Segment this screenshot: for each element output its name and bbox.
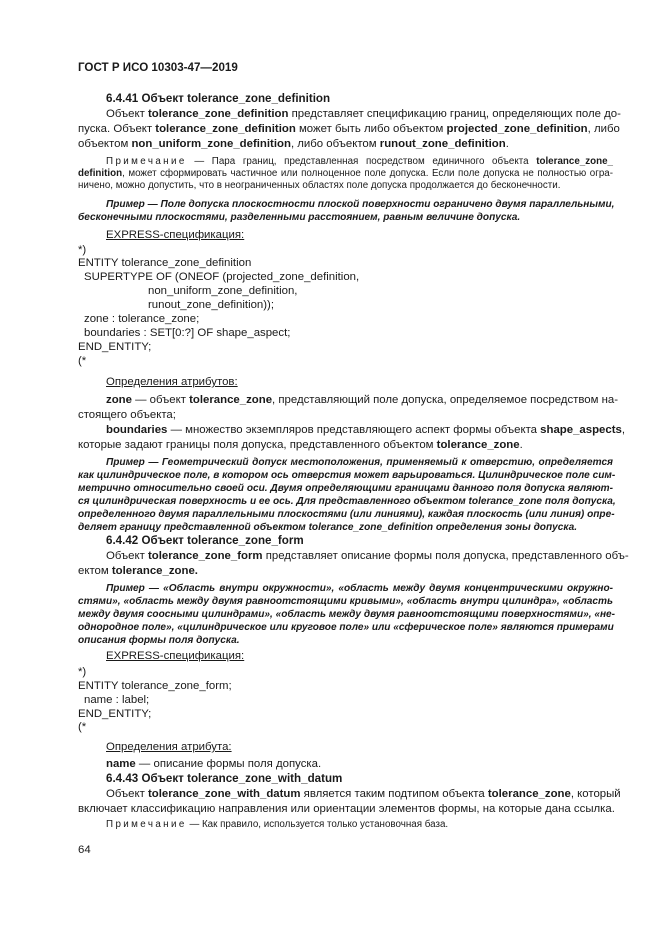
attribute-line: boundaries — множество экземпляров представляющего аспект формы объекта shape_aspects, [106,424,626,436]
example-line: ся цилиндрическая поверхность и ее ось. Для представленного объектом tolerance_zone поля допуска, [78,496,616,507]
example-line: между двумя соосными цилиндрами», «область между двумя равноотстоящими поверхностями», «не- [78,609,616,620]
paragraph-line: пуска. Объект tolerance_zone_definition может быть либо объектом projected_zone_definition, либо [78,123,620,135]
section-heading-6-4-43: 6.4.43 Объект tolerance_zone_with_datum [106,772,343,785]
code-line: ENTITY tolerance_zone_definition [78,257,252,269]
code-line: (* [78,721,87,733]
example-line: однородное поле», «цилиндрическое или круговое поле» или «сферическое поле» являются примерами [78,622,614,633]
paragraph-line: Объект tolerance_zone_form представляет описание формы поля допуска, представленного объ- [106,550,629,562]
code-line: *) [78,244,87,256]
paragraph-line: объектом non_uniform_zone_definition, либо объектом runout_zone_definition. [78,138,509,150]
attribute-line: zone — объект tolerance_zone, представляющий поле допуска, определяемое посредством на- [106,394,619,406]
example-line: деляет границу представленной объектом tolerance_zone_definition определения зоны допуска. [78,522,578,533]
attribute-line: которые задают границы поля допуска, представленного объектом tolerance_zone. [78,439,523,451]
code-line: SUPERTYPE OF (ONEOF (projected_zone_definition, [84,271,360,283]
example-line: стями», «область между двумя равноотстоящими кривыми», «область внутри цилиндра», «область [78,596,613,607]
paragraph-line: включает классификацию направления или ориентации элементов формы, на которые дана ссылка. [78,803,615,815]
paragraph-line: ектом tolerance_zone. [78,565,198,577]
attribute-definitions-label: Определения атрибутов: [106,376,238,388]
express-spec-label: EXPRESS-спецификация: [106,229,245,241]
example-line: Пример — «Область внутри окружности», «область между двумя концентрическими окружно- [106,583,613,594]
code-line: name : label; [84,694,150,706]
section-heading-6-4-42: 6.4.42 Объект tolerance_zone_form [106,534,304,547]
attribute-line: стоящего объекта; [78,409,176,421]
code-line: (* [78,355,87,367]
paragraph-line: Объект tolerance_zone_with_datum является таким подтипом объекта tolerance_zone, который [106,788,621,800]
example-line: определенного двумя параллельными плоскостями (или линиями), каждая плоскость (или линия) опре- [78,509,615,520]
code-line: zone : tolerance_zone; [84,313,200,325]
attribute-definitions-label: Определения атрибута: [106,741,232,753]
paragraph-line: Объект tolerance_zone_definition представляет спецификацию границ, определяющих поле до- [106,108,621,120]
note-line: ничено, можно допустить, что в неограниченных областях поле допуска продолжается до бесконечности. [78,180,561,191]
example-line: бесконечными плоскостями, разделенными расстоянием, равным величине допуска. [78,212,521,223]
page-number: 64 [78,844,91,856]
code-line: non_uniform_zone_definition, [148,285,298,297]
code-line: *) [78,666,87,678]
code-line: boundaries : SET[0:?] OF shape_aspect; [84,327,291,339]
note-line: Примечание — Как правило, используется только установочная база. [106,819,449,830]
example-line: метрично относительно своей оси. Двумя определяющими границами данного поля допуска являют- [78,483,613,494]
code-line: runout_zone_definition)); [148,299,275,311]
example-line: как цилиндрическое поле, в котором ось отверстия может варьироваться. Цилиндрическое поле сим- [78,470,616,481]
code-line: END_ENTITY; [78,341,152,353]
note-line: Примечание — Пара границ, представленная посредством единичного объекта tolerance_zone_ [106,156,613,167]
code-line: END_ENTITY; [78,708,152,720]
document-header: ГОСТ Р ИСО 10303-47—2019 [78,61,238,74]
code-line: ENTITY tolerance_zone_form; [78,680,232,692]
attribute-line: name — описание формы поля допуска. [106,758,322,770]
section-heading-6-4-41: 6.4.41 Объект tolerance_zone_definition [106,92,331,105]
example-line: Пример — Геометрический допуск местоположения, применяемый к отверстию, определяется [106,457,613,468]
example-line: описания формы поля допуска. [78,635,240,646]
example-line: Пример — Поле допуска плоскостности плоской поверхности ограничено двумя параллельными, [106,199,615,210]
note-line: definition, может сформировать частичное или полноценное поле допуска. Если поле допуска не полностью огра- [78,168,613,179]
express-spec-label: EXPRESS-спецификация: [106,650,245,662]
